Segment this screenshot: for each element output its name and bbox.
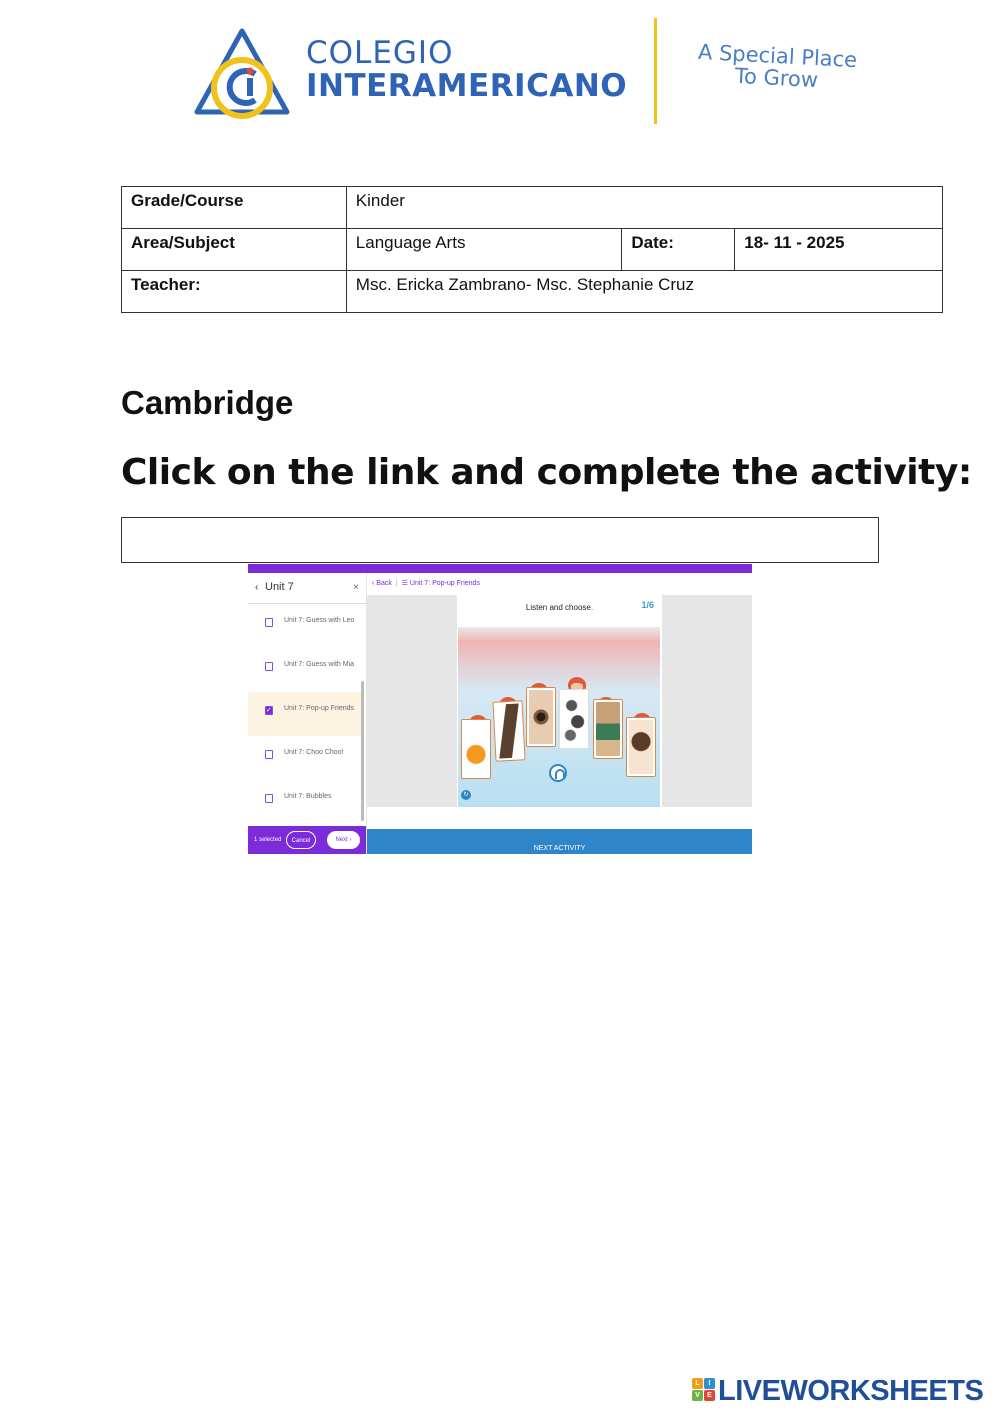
sidebar-item-label: Unit 7: Choo Choo! [284,749,344,756]
logo-divider [654,18,657,124]
activity-prompt: Listen and choose. [525,603,594,612]
school-tagline [681,40,873,94]
sidebar-item-pop-up-friends[interactable] [248,692,362,736]
teacher-value: Msc. Ericka Zambrano- Msc. Stephanie Cruz [346,271,942,313]
sidebar-header [248,573,366,604]
picture-card-child-eating[interactable] [626,717,656,777]
school-name-line1: COLEGIO [306,35,454,71]
sidebar-scrollbar[interactable] [361,681,364,821]
replay-icon[interactable]: ↻ [461,790,471,800]
sidebar-item-bubbles[interactable] [248,780,362,824]
picture-card-orange[interactable] [461,719,491,779]
tagline-line2: To Grow [734,63,819,93]
chevron-left-icon[interactable]: ‹ [255,582,259,593]
checkbox[interactable] [265,618,273,627]
back-label: Back [376,580,392,587]
tagline-line1: A Special Place [697,39,858,73]
sidebar-item-guess-with-mia[interactable] [248,648,362,692]
checkbox[interactable] [265,750,273,759]
table-row [122,229,943,271]
sidebar-item-guess-with-leo[interactable] [248,604,362,648]
liveworksheets-brand: LIVEWORKSHEETS [718,1375,984,1407]
sidebar-item-choo-choo[interactable] [248,736,362,780]
activity-stage [457,595,662,807]
cancel-button[interactable]: Cancel [286,831,316,849]
sidebar-item-label: Unit 7: Guess with Mia [284,661,355,668]
teacher-label: Teacher: [122,271,347,313]
sidebar-item-label: Unit 7: Bubbles [284,793,332,800]
picture-card-log[interactable] [492,700,525,761]
next-button[interactable]: Next › [327,831,360,849]
progress-indicator: 1/6 [641,600,654,610]
sidebar-item-label: Unit 7: Guess with Leo [284,617,355,624]
subject-value: Language Arts [346,229,622,271]
check-icon: ✓ [266,707,272,714]
sidebar-item-label: Unit 7: Pop-up Friends [284,705,355,712]
checkbox-checked[interactable] [265,706,273,715]
next-activity-button[interactable]: NEXT ACTIVITY [367,829,752,854]
subject-label: Area/Subject [122,229,347,271]
activity-instruction: Click on the link and complete the activity: [121,452,972,493]
sidebar-title: Unit 7 [265,581,294,593]
liveworksheets-icon: L I V E [692,1378,716,1402]
back-link[interactable]: ‹ Back [372,580,392,587]
stage-margin-right [662,595,752,807]
date-label: Date: [622,229,735,271]
close-icon[interactable]: × [353,582,359,593]
breadcrumb: ‹ Back | ☰ Unit 7: Pop-up Friends [372,580,480,587]
table-row [122,271,943,313]
school-logo-emblem [193,28,291,120]
sidebar-footer [248,826,366,854]
activity-main [367,573,752,854]
activity-screenshot [248,564,752,854]
checkbox[interactable] [265,794,273,803]
unit-sidebar [248,573,367,854]
school-name-line2: INTERAMERICANO [306,68,628,104]
grade-value: Kinder [346,187,942,229]
course-info-table [121,186,943,313]
checkbox[interactable] [265,662,273,671]
table-row [122,187,943,229]
date-value: 18- 11 - 2025 [735,229,943,271]
breadcrumb-current: Unit 7: Pop-up Friends [409,580,480,587]
grade-label: Grade/Course [122,187,347,229]
picture-card-stones[interactable] [559,689,589,749]
selected-count: 1 selected [254,837,282,843]
menu-icon[interactable]: ☰ [401,580,408,587]
picture-card-child-drum[interactable] [593,699,623,759]
activity-scene [458,627,660,807]
school-name [306,35,628,104]
link-input-box[interactable] [121,517,879,563]
picture-card-eye[interactable] [526,687,556,747]
section-title: Cambridge [121,384,294,421]
next-button-label: Next [335,837,348,843]
headphones-icon[interactable] [549,764,567,782]
stage-margin-left [367,595,457,807]
screenshot-topbar [248,564,752,573]
